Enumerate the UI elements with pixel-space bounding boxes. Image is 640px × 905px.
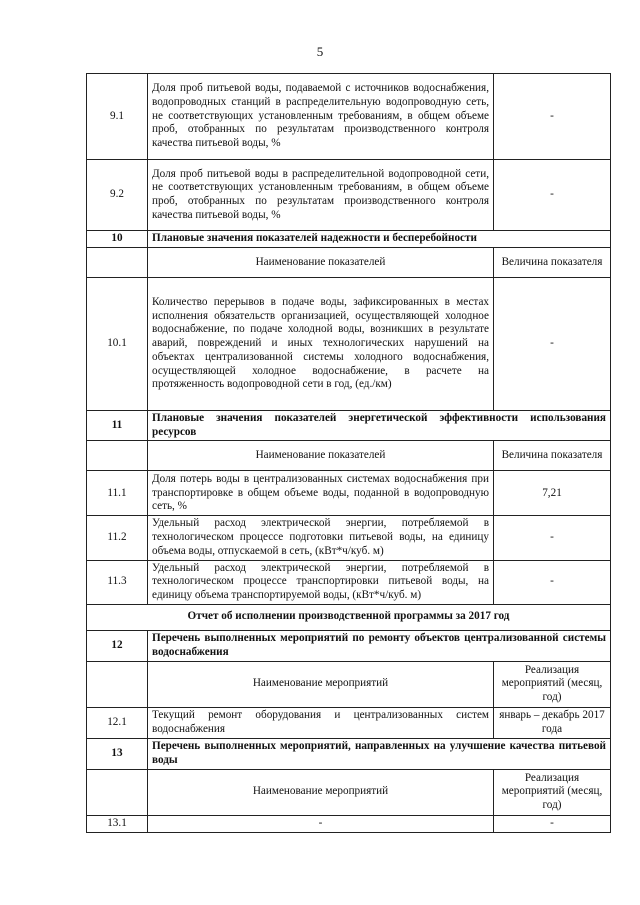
table-row	[87, 74, 611, 160]
row-number: 11.3	[87, 560, 148, 604]
column-header-name: Наименование показателей	[148, 441, 494, 471]
column-header-name: Наименование мероприятий	[148, 769, 494, 815]
indicator-name: Доля проб питьевой воды в распределительной водопроводной сети, не соответствующих установленным требованиям, в общем объеме проб, отобранных по результатам производственного контроля качества питьевой воды, %	[148, 160, 494, 231]
report-title: Отчет об исполнении производственной программы за 2017 год	[87, 604, 611, 630]
section-row	[87, 231, 611, 248]
section-number: 12	[87, 630, 148, 661]
section-number: 10	[87, 231, 148, 248]
table-row	[87, 160, 611, 231]
table-row	[87, 516, 611, 560]
indicator-value: 7,21	[494, 471, 611, 516]
section-title: Плановые значения показателей надежности и бесперебойности	[148, 231, 611, 248]
column-header-name: Наименование показателей	[148, 248, 494, 278]
indicator-name: Доля потерь воды в централизованных системах водоснабжения при транспортировке в общем объеме воды, поданной в водопроводную сеть, %	[148, 471, 494, 516]
indicator-name: Количество перерывов в подаче воды, зафиксированных в местах исполнения обязательств организацией, осуществляющей холодное водоснабжение, по подаче холодной воды, возникших в результате аварий, повреждений и иных технологических нарушений на объектах централизованной системы холодного водоснабжения, осуществляющей холодное водоснабжение, в расчете на протяженность водопроводной сети в год, (ед./км)	[148, 278, 494, 411]
indicator-value: -	[494, 74, 611, 160]
row-number: 10.1	[87, 278, 148, 411]
program-table	[86, 73, 611, 833]
indicator-value: -	[494, 278, 611, 411]
header-row	[87, 661, 611, 707]
indicator-name: Доля проб питьевой воды, подаваемой с источников водоснабжения, водопроводных станций в распределительную водопроводную сеть, не соответствующих установленным требованиям, в общем объеме проб, отобранных по результатам производственного контроля качества питьевой воды, %	[148, 74, 494, 160]
empty-cell	[87, 248, 148, 278]
row-number: 13.1	[87, 815, 148, 832]
report-title-row	[87, 604, 611, 630]
row-number: 9.2	[87, 160, 148, 231]
column-header-value: Реализация мероприятий (месяц, год)	[494, 769, 611, 815]
section-title: Перечень выполненных мероприятий, направленных на улучшение качества питьевой воды	[148, 738, 611, 769]
activity-date: январь – декабрь 2017 года	[494, 707, 611, 738]
header-row	[87, 769, 611, 815]
column-header-value: Величина показателя	[494, 248, 611, 278]
table-row	[87, 815, 611, 832]
row-number: 12.1	[87, 707, 148, 738]
row-number: 9.1	[87, 74, 148, 160]
indicator-name: Удельный расход электрической энергии, потребляемой в технологическом процессе транспортировки питьевой воды, на единицу объема транспортируемой воды, (кВт*ч/куб. м)	[148, 560, 494, 604]
section-number: 11	[87, 411, 148, 441]
table-row	[87, 560, 611, 604]
table-row	[87, 278, 611, 411]
section-title: Плановые значения показателей энергетической эффективности использования ресурсов	[148, 411, 611, 441]
column-header-value: Реализация мероприятий (месяц, год)	[494, 661, 611, 707]
row-number: 11.1	[87, 471, 148, 516]
activity-name: -	[148, 815, 494, 832]
indicator-name: Удельный расход электрической энергии, потребляемой в технологическом процессе подготовки питьевой воды, на единицу объема воды, отпускаемой в сеть, (кВт*ч/куб. м)	[148, 516, 494, 560]
column-header-name: Наименование мероприятий	[148, 661, 494, 707]
activity-date: -	[494, 815, 611, 832]
header-row	[87, 441, 611, 471]
empty-cell	[87, 441, 148, 471]
empty-cell	[87, 661, 148, 707]
section-row	[87, 738, 611, 769]
indicator-value: -	[494, 560, 611, 604]
indicator-value: -	[494, 516, 611, 560]
row-number: 11.2	[87, 516, 148, 560]
section-row	[87, 411, 611, 441]
table-row	[87, 707, 611, 738]
activity-name: Текущий ремонт оборудования и централизованных систем водоснабжения	[148, 707, 494, 738]
column-header-value: Величина показателя	[494, 441, 611, 471]
indicator-value: -	[494, 160, 611, 231]
section-row	[87, 630, 611, 661]
empty-cell	[87, 769, 148, 815]
page-number: 5	[316, 44, 324, 59]
header-row	[87, 248, 611, 278]
section-title: Перечень выполненных мероприятий по ремонту объектов централизованной системы водоснабжения	[148, 630, 611, 661]
section-number: 13	[87, 738, 148, 769]
table-row	[87, 471, 611, 516]
